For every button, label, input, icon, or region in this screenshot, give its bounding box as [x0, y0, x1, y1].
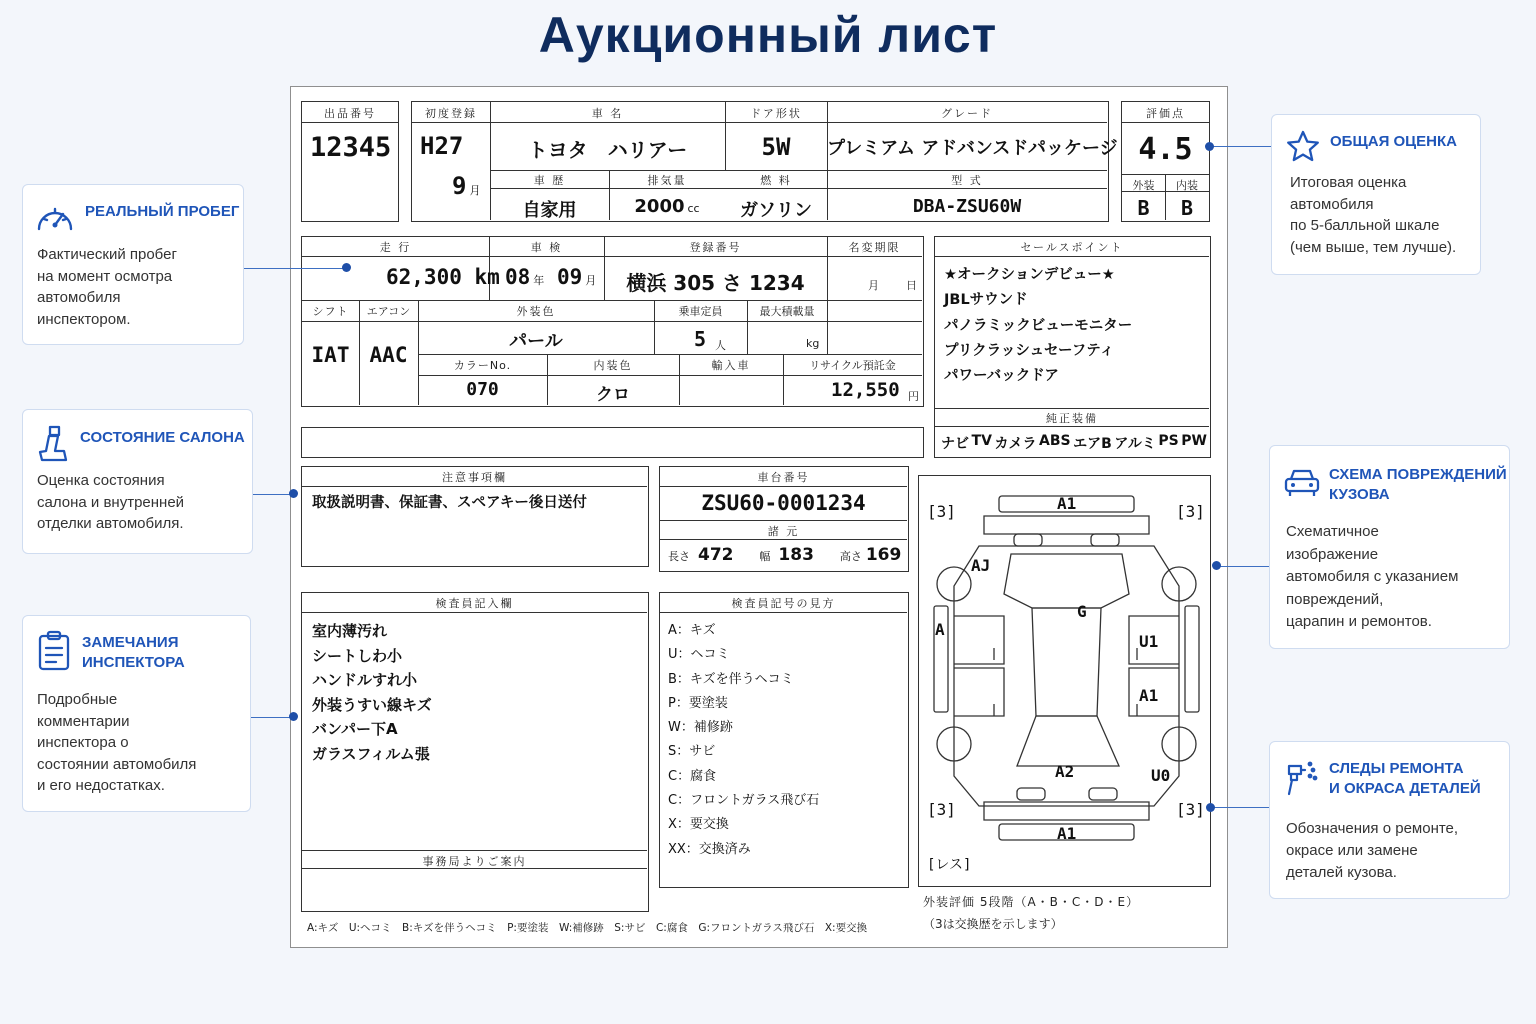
load-label: 最大積載量	[759, 305, 815, 318]
damage-right-u1: U1	[1139, 632, 1159, 651]
inspector-note: 外装うすい線キズ	[312, 695, 432, 714]
interior-card-text	[37, 470, 184, 535]
dims-label: 諸 元	[767, 525, 800, 538]
sales-points-block	[934, 236, 1211, 458]
grade-value: プレミアム アドバンスドパッケージ	[827, 138, 1118, 159]
transfer-label: 名変期限	[848, 241, 901, 254]
damage-right-a1: A1	[1139, 686, 1159, 705]
body-card-title-line: СХЕМА ПОВРЕЖДЕНИЙ	[1329, 466, 1507, 483]
chassis-block	[659, 466, 909, 572]
dimensions	[668, 545, 901, 565]
length-label: 長さ	[668, 550, 690, 563]
equipment-item: PW	[1181, 433, 1207, 449]
width-value: 183	[778, 545, 814, 565]
legend-item: XX：交換済み	[668, 841, 751, 857]
sales-point: ★オークションデビュー★	[944, 267, 1115, 283]
month-unit: 月	[469, 184, 481, 197]
transfer-month-unit: 月	[868, 279, 879, 292]
notes-block	[301, 466, 649, 567]
insp-month-unit: 月	[585, 274, 597, 287]
interior-card-title: СОСТОЯНИЕ САЛОНА	[80, 429, 245, 446]
footer-codes: A:キズ U:ヘコミ B:キズを伴うヘコミ P:要塗装 W:補修跡 S:サビ C:腐食 G:フロントガラス飛び石 X:要交換	[307, 922, 868, 934]
auction-sheet	[290, 86, 1228, 948]
interior-card	[22, 409, 253, 554]
reg-label: 初度登録	[425, 107, 477, 120]
repair-card-line: деталей кузова.	[1286, 864, 1397, 881]
car-icon	[1283, 467, 1321, 499]
color-no-value: 070	[466, 379, 499, 400]
sales-point: プリクラッシュセーフティ	[944, 342, 1115, 359]
score-card-line: автомобиля	[1290, 195, 1374, 213]
office-label: 事務局よりご案内	[422, 855, 527, 868]
ac-label: エアコン	[366, 305, 411, 318]
inspector-note: ハンドルすれ小	[312, 671, 418, 690]
repair-connector-dot	[1206, 803, 1215, 812]
year-unit: 年	[533, 274, 545, 287]
ext-grade-note: 外装評価 5段階（A・B・C・D・E）	[923, 895, 1140, 909]
damage-corner: [3]	[1176, 502, 1205, 521]
legend-list	[668, 619, 819, 862]
score-card-line: (чем выше, тем лучше).	[1290, 238, 1457, 256]
ext-grade: B	[1137, 196, 1150, 220]
equipment-item: PS	[1158, 433, 1179, 449]
plate-value: 横浜 305 さ 1234	[626, 271, 805, 295]
history-value: 自家用	[522, 200, 577, 221]
fuel-value: ガソリン	[740, 200, 812, 221]
body-card-text	[1286, 521, 1458, 634]
inspector-card-title-line: ЗАМЕЧАНИЯ	[82, 634, 179, 651]
insp-month: 09	[556, 265, 583, 289]
mileage-label: 走 行	[379, 241, 412, 254]
legend-item: B：キズを伴うヘコミ	[668, 671, 794, 687]
score-card-title: ОБЩАЯ ОЦЕНКА	[1330, 133, 1457, 150]
legend-item: S：サビ	[668, 744, 716, 760]
shift-label: シフト	[312, 305, 349, 318]
interior-connector	[253, 494, 291, 495]
score-card	[1271, 114, 1481, 275]
damage-corner: [3]	[927, 502, 956, 521]
ext-label: 外装	[1132, 179, 1155, 192]
legend-item: P：要塗装	[668, 695, 728, 711]
notes-label: 注意事項欄	[442, 471, 507, 484]
recycle-label: リサイクル預託金	[809, 359, 896, 372]
int-label: 内装	[1176, 179, 1198, 192]
inspector-card-text	[37, 689, 196, 797]
score-connector	[1212, 146, 1271, 147]
page-title: Аукционный лист	[538, 7, 998, 63]
inspector-card-line: инспектора о	[37, 734, 129, 751]
damage-rear: A2	[1055, 762, 1075, 781]
notes-value: 取扱説明書、保証書、スペアキー後日送付	[312, 495, 587, 511]
body-connector-dot	[1212, 561, 1221, 570]
inspector-notes-list	[312, 619, 432, 767]
vehicle-info-block	[411, 101, 1118, 222]
repair-connector	[1212, 807, 1269, 808]
reg-month: 9	[452, 172, 467, 200]
damage-front-left: AJ	[971, 556, 991, 575]
repair-card-line: окрасе или замене	[1286, 842, 1418, 859]
score-value: 4.5	[1138, 132, 1193, 167]
inspector-note: シートしわ小	[312, 646, 403, 665]
model-label: 型 式	[951, 174, 983, 187]
inspector-note: 室内薄汚れ	[312, 622, 388, 640]
plate-label: 登録番号	[689, 241, 742, 254]
body-card-line: изображение	[1286, 545, 1379, 563]
int-color-value: クロ	[596, 385, 630, 405]
insp-year: 08	[505, 265, 531, 289]
int-grade: B	[1180, 196, 1194, 220]
score-connector-dot	[1205, 142, 1214, 151]
repair-card-title-line: СЛЕДЫ РЕМОНТА	[1329, 760, 1464, 777]
speedometer-icon	[35, 201, 75, 235]
inspector-card	[22, 615, 251, 812]
history-label: 車 歴	[533, 174, 566, 187]
body-card-line: царапин и ремонтов.	[1286, 613, 1432, 630]
int-color-label: 内装色	[593, 359, 633, 372]
damage-res: [レス]	[927, 857, 972, 873]
lot-box	[301, 101, 399, 222]
doors-value: 5W	[761, 133, 791, 161]
mileage-card-line: инспектором.	[37, 310, 131, 328]
inspector-note: バンパー下A	[312, 720, 398, 739]
body-card-line: автомобиля с указанием	[1286, 568, 1459, 585]
width-label: 幅	[759, 550, 771, 563]
body-card	[1269, 445, 1510, 649]
inspector-card-line: и его недостатках.	[37, 777, 165, 794]
chassis-label: 車台番号	[757, 471, 810, 484]
color-no-label: カラーNo.	[453, 359, 512, 372]
inspector-connector	[251, 717, 291, 718]
clipboard-icon	[37, 630, 71, 672]
damage-diagram	[918, 475, 1211, 887]
mileage-card-text	[37, 244, 177, 330]
legend-label: 検査員記号の見方	[731, 597, 836, 610]
chassis-value: ZSU60-0001234	[701, 491, 866, 515]
yen-unit: 円	[908, 390, 919, 403]
person-unit: 人	[715, 339, 726, 352]
interior-card-line: Оценка состояния	[37, 472, 165, 489]
sales-label: セールスポイント	[1020, 241, 1124, 254]
car-seat-icon	[36, 424, 70, 464]
legend-item: C：腐食	[668, 768, 717, 784]
equip-label: 純正装備	[1046, 412, 1098, 425]
lot-number: 12345	[310, 132, 392, 163]
mileage-connector-dot	[342, 263, 351, 272]
damage-corner: [3]	[1176, 800, 1205, 819]
repair-card-line: Обозначения о ремонте,	[1286, 820, 1459, 837]
inspector-notes-block	[301, 592, 649, 912]
capacity-value: 5	[694, 327, 707, 351]
doors-label: ドア形状	[750, 107, 802, 120]
reg-year: H27	[420, 132, 464, 160]
score-card-line: Итоговая оценка	[1290, 174, 1407, 191]
transfer-day-unit: 日	[906, 279, 917, 292]
score-card-line: по 5-балльной шкале	[1290, 217, 1440, 234]
height-value: 169	[865, 545, 902, 565]
repair-card-text	[1286, 818, 1458, 884]
grade-label: グレード	[941, 107, 993, 120]
inspector-card-title	[82, 633, 185, 673]
ac-value: AAC	[369, 343, 408, 367]
mileage-card-line: Фактический пробег	[37, 246, 177, 263]
inspector-card-title-line: ИНСПЕКТОРА	[82, 654, 185, 671]
inspector-note: ガラスフィルム張	[312, 744, 430, 763]
star-icon	[1285, 129, 1321, 163]
body-card-title-line: КУЗОВА	[1329, 486, 1390, 503]
import-label: 輸入車	[711, 359, 751, 372]
legend-item: A：キズ	[668, 623, 716, 638]
equipment-item: エアB	[1073, 436, 1112, 452]
fuel-label: 燃 料	[760, 174, 792, 187]
equipment-item: カメラ	[994, 436, 1037, 452]
capacity-label: 乗車定員	[678, 305, 723, 318]
inspector-connector-dot	[289, 712, 298, 721]
equipment-item: ナビ	[941, 436, 969, 452]
interior-card-line: салона и внутренней	[37, 493, 185, 511]
cc-unit: cc	[687, 202, 700, 215]
color-label: 外装色	[516, 305, 556, 318]
damage-front-top: A1	[1057, 494, 1077, 513]
spray-gun-icon	[1283, 758, 1319, 798]
body-connector	[1218, 566, 1269, 567]
sales-point: パノラミックビューモニター	[944, 317, 1133, 334]
damage-glass: G	[1077, 602, 1087, 621]
legend-item: U：ヘコミ	[668, 647, 730, 663]
height-label: 高さ	[839, 550, 862, 563]
equipment-list	[941, 433, 1207, 453]
blank-row	[301, 427, 924, 458]
mileage-connector	[244, 268, 346, 269]
repair-card	[1269, 741, 1510, 899]
equipment-item: アルミ	[1114, 436, 1156, 452]
interior-card-line: отделки автомобиля.	[37, 515, 184, 532]
score-label: 評価点	[1146, 107, 1185, 120]
inspector-label: 検査員記入欄	[435, 597, 514, 610]
damage-corner: [3]	[927, 800, 956, 819]
sales-point: JBLサウンド	[944, 292, 1028, 309]
damage-rear-bottom: A1	[1057, 824, 1077, 843]
mileage-card	[22, 184, 244, 345]
recycle-value: 12,550	[831, 379, 900, 401]
legend-item: W：補修跡	[668, 720, 733, 736]
damage-rear-right: U0	[1151, 766, 1171, 785]
body-card-title	[1329, 465, 1507, 505]
mileage-card-line: автомобиля	[37, 289, 121, 306]
model-value: DBA-ZSU60W	[912, 196, 1022, 217]
mileage-value: 62,300 km	[386, 265, 500, 289]
mileage-card-line: на момент осмотра	[37, 267, 173, 285]
inspector-card-line: состоянии автомобиля	[37, 755, 197, 773]
lot-label: 出品番号	[324, 107, 376, 120]
details-block	[301, 236, 924, 407]
sales-point: パワーバックドア	[944, 368, 1059, 385]
score-card-text	[1290, 172, 1456, 258]
length-value: 472	[698, 545, 734, 565]
car-name: トヨタ ハリアー	[527, 138, 688, 162]
legend-item: X：要交換	[668, 817, 729, 833]
color-value: パール	[509, 331, 563, 352]
mileage-card-title: РЕАЛЬНЫЙ ПРОБЕГ	[85, 203, 240, 220]
equipment-item: ABS	[1039, 433, 1071, 449]
legend-block	[659, 592, 909, 888]
body-card-line: Схематичное	[1286, 523, 1379, 540]
repair-card-title	[1329, 759, 1481, 799]
equipment-item: TV	[971, 433, 992, 449]
displacement-value: 2000	[634, 196, 685, 217]
repair-card-title-line: И ОКРАСА ДЕТАЛЕЙ	[1329, 780, 1481, 797]
kg-unit: kg	[806, 337, 820, 350]
shift-value: IAT	[311, 343, 350, 367]
inspector-card-line: Подробные	[37, 691, 118, 708]
legend-item: C：フロントガラス飛び石	[668, 793, 820, 809]
sales-points-list	[944, 263, 1132, 389]
score-box	[1121, 101, 1210, 222]
ext-grade-note-2: （3は交換歴を示します）	[923, 917, 1063, 931]
displacement-label: 排気量	[647, 174, 687, 187]
name-label: 車 名	[591, 107, 624, 120]
inspector-card-line: комментарии	[37, 712, 130, 730]
inspection-label: 車 検	[530, 241, 563, 254]
damage-left-side: A	[935, 620, 945, 639]
interior-connector-dot	[289, 489, 298, 498]
body-card-line: повреждений,	[1286, 590, 1384, 608]
